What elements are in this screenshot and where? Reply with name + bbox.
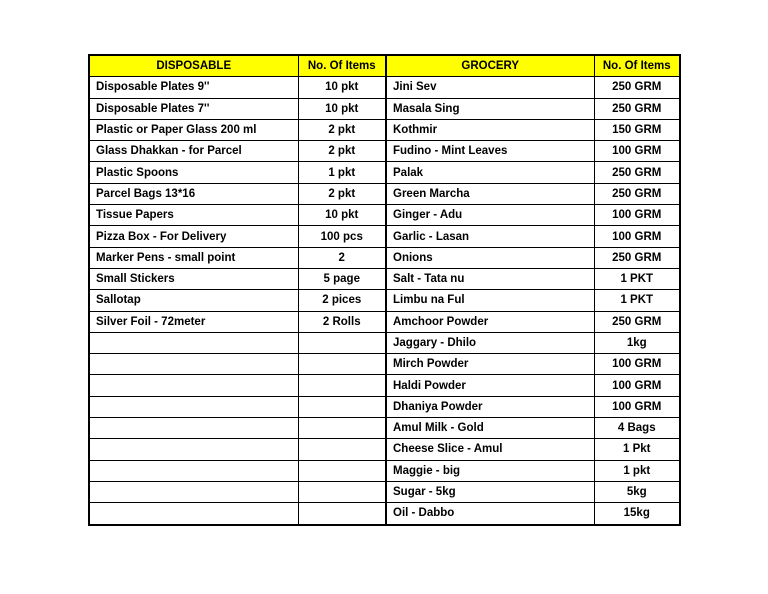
grocery-item-cell: Amchoor Powder: [386, 311, 594, 332]
grocery-qty-cell: 100 GRM: [594, 205, 680, 226]
header-row: [89, 55, 680, 77]
disposable-item-cell: Disposable Plates 9'': [89, 77, 298, 98]
disposable-qty-cell: 2 pkt: [298, 119, 386, 140]
table-row: [89, 354, 680, 375]
disposable-qty-cell: 2 pkt: [298, 183, 386, 204]
disposable-item-cell: Sallotap: [89, 290, 298, 311]
disposable-qty-cell: [298, 503, 386, 525]
disposable-item-cell: [89, 354, 298, 375]
grocery-item-cell: Dhaniya Powder: [386, 396, 594, 417]
table-row: [89, 396, 680, 417]
table-row: [89, 268, 680, 289]
grocery-qty-cell: 1 Pkt: [594, 439, 680, 460]
table-row: [89, 290, 680, 311]
disposable-item-cell: [89, 396, 298, 417]
disposable-item-cell: Pizza Box - For Delivery: [89, 226, 298, 247]
grocery-item-cell: Jaggary - Dhilo: [386, 332, 594, 353]
disposable-qty-cell: 2: [298, 247, 386, 268]
header-disposable-count: No. Of Items: [298, 55, 386, 77]
disposable-qty-cell: [298, 375, 386, 396]
disposable-item-cell: Plastic or Paper Glass 200 ml: [89, 119, 298, 140]
disposable-item-cell: Marker Pens - small point: [89, 247, 298, 268]
shopping-list-table: [88, 54, 681, 526]
table-row: [89, 205, 680, 226]
grocery-item-cell: Haldi Powder: [386, 375, 594, 396]
grocery-item-cell: Cheese Slice - Amul: [386, 439, 594, 460]
header-grocery-count: No. Of Items: [594, 55, 680, 77]
table-row: [89, 332, 680, 353]
grocery-qty-cell: 100 GRM: [594, 141, 680, 162]
grocery-item-cell: Jini Sev: [386, 77, 594, 98]
grocery-qty-cell: 100 GRM: [594, 226, 680, 247]
disposable-item-cell: [89, 481, 298, 502]
table-row: [89, 375, 680, 396]
grocery-qty-cell: 150 GRM: [594, 119, 680, 140]
header-disposable: DISPOSABLE: [89, 55, 298, 77]
disposable-qty-cell: [298, 354, 386, 375]
table-row: [89, 226, 680, 247]
grocery-qty-cell: 1 PKT: [594, 290, 680, 311]
shopping-list-sheet: [88, 54, 681, 526]
header-grocery: GROCERY: [386, 55, 594, 77]
grocery-qty-cell: 1kg: [594, 332, 680, 353]
grocery-item-cell: Maggie - big: [386, 460, 594, 481]
disposable-qty-cell: 10 pkt: [298, 205, 386, 226]
grocery-qty-cell: 250 GRM: [594, 162, 680, 183]
table-row: [89, 141, 680, 162]
disposable-qty-cell: 10 pkt: [298, 98, 386, 119]
table-row: [89, 119, 680, 140]
grocery-item-cell: Kothmir: [386, 119, 594, 140]
disposable-item-cell: Tissue Papers: [89, 205, 298, 226]
table-row: [89, 183, 680, 204]
table-row: [89, 98, 680, 119]
grocery-qty-cell: 250 GRM: [594, 77, 680, 98]
disposable-qty-cell: [298, 332, 386, 353]
grocery-item-cell: Amul Milk - Gold: [386, 418, 594, 439]
disposable-item-cell: Plastic Spoons: [89, 162, 298, 183]
disposable-qty-cell: [298, 481, 386, 502]
disposable-item-cell: Parcel Bags 13*16: [89, 183, 298, 204]
grocery-item-cell: Palak: [386, 162, 594, 183]
grocery-item-cell: Sugar - 5kg: [386, 481, 594, 502]
grocery-qty-cell: 1 pkt: [594, 460, 680, 481]
table-row: [89, 311, 680, 332]
grocery-item-cell: Fudino - Mint Leaves: [386, 141, 594, 162]
disposable-item-cell: Small Stickers: [89, 268, 298, 289]
disposable-qty-cell: 2 pkt: [298, 141, 386, 162]
disposable-item-cell: [89, 439, 298, 460]
grocery-item-cell: Ginger - Adu: [386, 205, 594, 226]
grocery-qty-cell: 5kg: [594, 481, 680, 502]
disposable-qty-cell: [298, 460, 386, 481]
table-row: [89, 503, 680, 525]
disposable-item-cell: [89, 418, 298, 439]
grocery-item-cell: Onions: [386, 247, 594, 268]
grocery-qty-cell: 250 GRM: [594, 98, 680, 119]
grocery-item-cell: Limbu na Ful: [386, 290, 594, 311]
grocery-item-cell: Garlic - Lasan: [386, 226, 594, 247]
table-row: [89, 481, 680, 502]
grocery-qty-cell: 100 GRM: [594, 396, 680, 417]
disposable-item-cell: Disposable Plates 7'': [89, 98, 298, 119]
table-row: [89, 439, 680, 460]
disposable-qty-cell: 2 pices: [298, 290, 386, 311]
table-row: [89, 247, 680, 268]
grocery-qty-cell: 250 GRM: [594, 247, 680, 268]
grocery-qty-cell: 100 GRM: [594, 354, 680, 375]
grocery-item-cell: Masala Sing: [386, 98, 594, 119]
disposable-qty-cell: [298, 418, 386, 439]
grocery-qty-cell: 4 Bags: [594, 418, 680, 439]
disposable-item-cell: Silver Foil - 72meter: [89, 311, 298, 332]
table-row: [89, 418, 680, 439]
disposable-item-cell: [89, 375, 298, 396]
disposable-qty-cell: 2 Rolls: [298, 311, 386, 332]
grocery-item-cell: Mirch Powder: [386, 354, 594, 375]
disposable-item-cell: [89, 503, 298, 525]
table-row: [89, 460, 680, 481]
disposable-qty-cell: 1 pkt: [298, 162, 386, 183]
disposable-qty-cell: 5 page: [298, 268, 386, 289]
disposable-item-cell: [89, 332, 298, 353]
disposable-qty-cell: 100 pcs: [298, 226, 386, 247]
grocery-item-cell: Salt - Tata nu: [386, 268, 594, 289]
disposable-item-cell: [89, 460, 298, 481]
grocery-item-cell: Green Marcha: [386, 183, 594, 204]
disposable-qty-cell: [298, 396, 386, 417]
disposable-qty-cell: 10 pkt: [298, 77, 386, 98]
grocery-qty-cell: 1 PKT: [594, 268, 680, 289]
grocery-qty-cell: 250 GRM: [594, 183, 680, 204]
grocery-qty-cell: 15kg: [594, 503, 680, 525]
table-row: [89, 77, 680, 98]
grocery-qty-cell: 250 GRM: [594, 311, 680, 332]
table-row: [89, 162, 680, 183]
disposable-item-cell: Glass Dhakkan - for Parcel: [89, 141, 298, 162]
grocery-item-cell: Oil - Dabbo: [386, 503, 594, 525]
grocery-qty-cell: 100 GRM: [594, 375, 680, 396]
disposable-qty-cell: [298, 439, 386, 460]
